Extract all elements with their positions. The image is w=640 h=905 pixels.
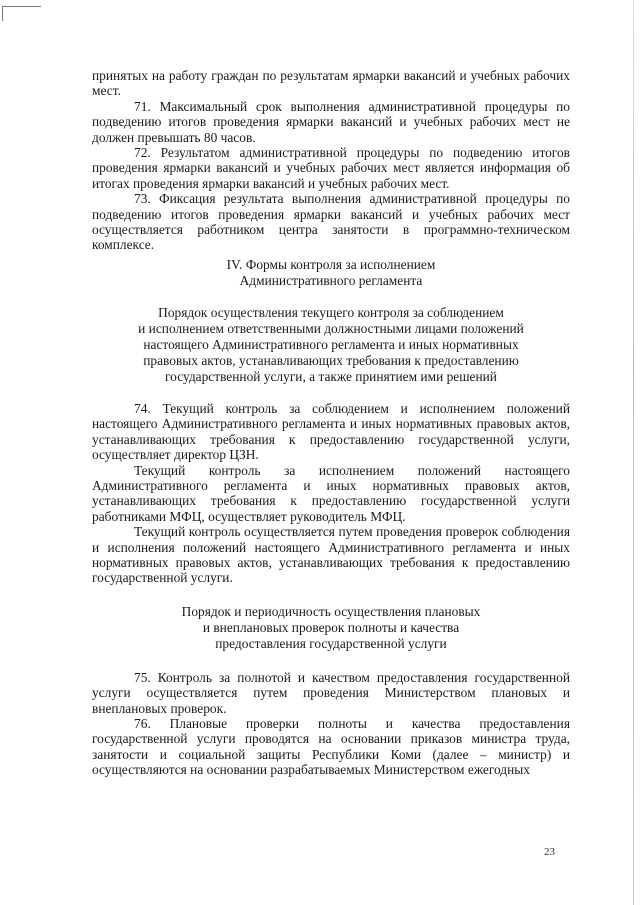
subheading-1-line-3: настоящего Административного регламента и иных нормативных [143, 336, 519, 352]
paragraph-76: 76. Плановые проверки полноты и качества предоставления государственной услуги проводятся на основании приказов министра труда, занятости и социальной защиты Республики Коми (далее – министр) и осуществляются на основании разрабатываемых Министерством ежегодных [92, 715, 570, 778]
page-number: 23 [544, 846, 555, 858]
section-title-line-1: IV. Формы контроля за исполнением [226, 256, 436, 272]
paragraph-75: 75. Контроль за полнотой и качеством предоставления государственной услуги осуществляется путем проведения Министерством плановых и внеплановых проверок. [92, 669, 570, 716]
paragraph-74-checks: Текущий контроль осуществляется путем проведения проверок соблюдения и исполнения положений настоящего Административного регламента и иных нормативных правовых актов, устанавливающих требования к предоставлению государственной услуги. [92, 524, 570, 586]
subheading-1-line-5: государственной услуги, а также принятием ими решений [165, 368, 497, 384]
scan-corner-mark [2, 6, 41, 21]
subheading-2-line-3: предоставления государственной услуги [215, 635, 447, 651]
scan-edge-shadow [633, 0, 634, 905]
subheading-1-line-1: Порядок осуществления текущего контроля за соблюдением [158, 304, 504, 320]
subheading-2-line-2: и внеплановых проверок полноты и качества [202, 619, 460, 635]
document-body [92, 68, 570, 778]
paragraph-74-mfc: Текущий контроль за исполнением положений настоящего Административного регламента и иных нормативных правовых актов, устанавливающих требования к предоставлению государственной услуги работниками МФЦ, осуществляет руководитель МФЦ. [92, 462, 570, 524]
paragraph-continuation: принятых на работу граждан по результатам ярмарки вакансий и учебных рабочих мест. [92, 68, 570, 99]
paragraph-72: 72. Результатом административной процедуры по подведению итогов проведения ярмарки вакансий и учебных рабочих мест является информация об итогах проведения ярмарки вакансий и учебных рабочих мест. [92, 145, 570, 191]
subheading-1-line-2: и исполнением ответственными должностными лицами положений [138, 320, 524, 336]
subheading-1-line-4: правовых актов, устанавливающих требования к предоставлению [143, 352, 519, 368]
paragraph-74: 74. Текущий контроль за соблюдением и исполнением положений настоящего Административного регламента и иных нормативных правовых актов, устанавливающих требования к предоставлению государственной услуги, осуществляет директор ЦЗН. [92, 400, 570, 463]
paragraph-73: 73. Фиксация результата выполнения административной процедуры по подведению итогов проведения ярмарки вакансий и учебных рабочих мест осуществляется работником центра занятости в программно-техническом комплексе. [92, 191, 570, 253]
section-title-line-2: Административного регламента [239, 272, 423, 288]
paragraph-71: 71. Максимальный срок выполнения административной процедуры по подведению итогов проведения ярмарки вакансий и учебных рабочих мест не должен превышать 80 часов. [92, 98, 570, 145]
subheading-2-line-1: Порядок и периодичность осуществления плановых [181, 603, 481, 619]
